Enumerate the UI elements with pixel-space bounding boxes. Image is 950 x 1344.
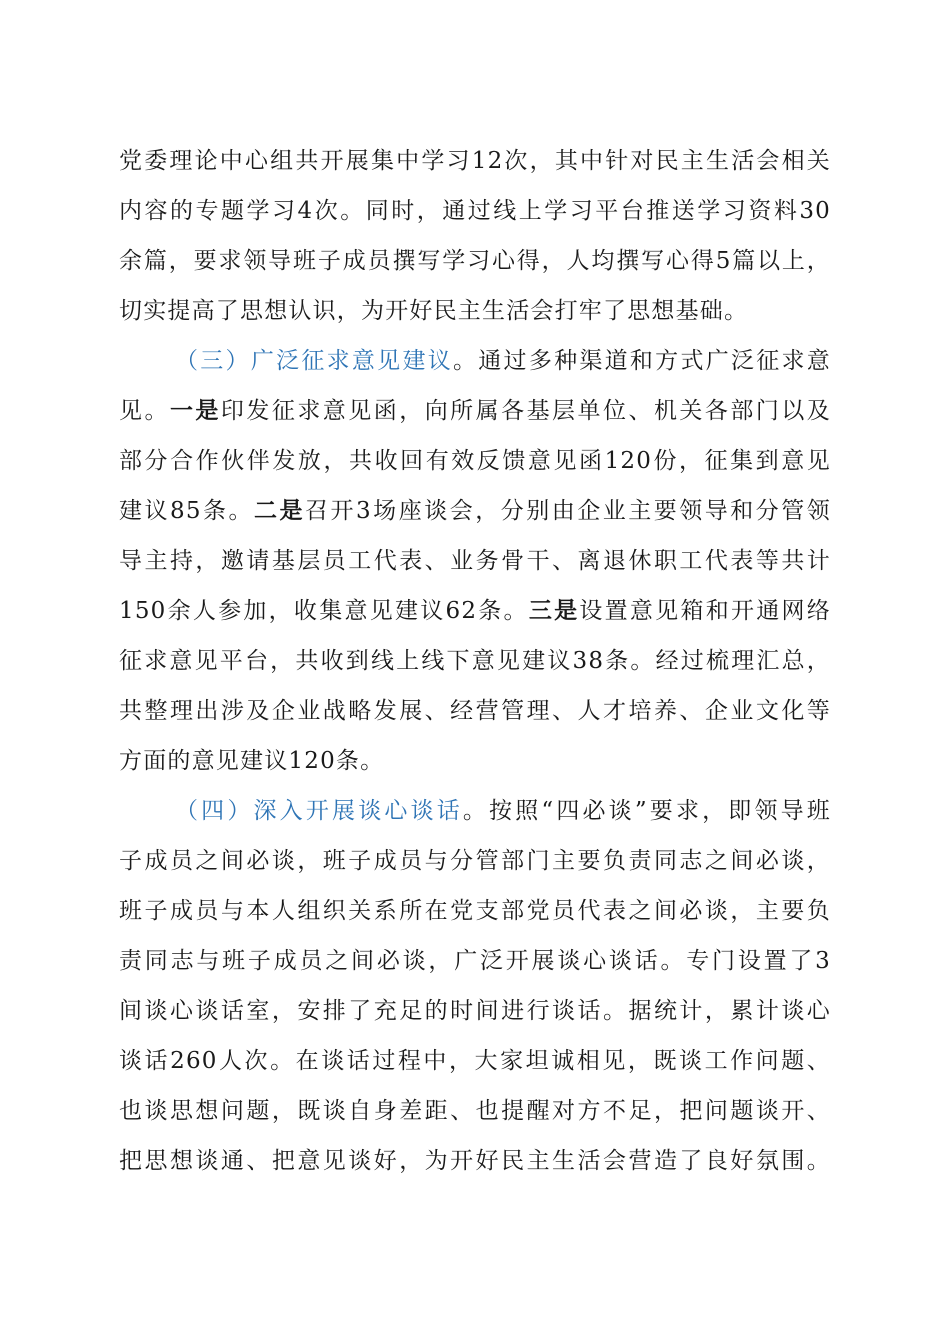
- text-line: [119, 586, 831, 636]
- text-line: [119, 536, 831, 586]
- text-line: [119, 286, 831, 336]
- text-line: [119, 886, 831, 936]
- text-line: [119, 486, 831, 536]
- section-heading: （四）深入开展谈心谈话: [175, 798, 463, 824]
- text-segment: 部分合作伙伴发放，共收回有效反馈意见函120份，征集到意见: [119, 448, 831, 474]
- text-line: [119, 936, 831, 986]
- text-segment: 共整理出涉及企业战略发展、经营管理、人才培养、企业文化等: [119, 698, 831, 724]
- text-segment: 谈话260人次。在谈话过程中，大家坦诚相见，既谈工作问题、: [119, 1048, 831, 1074]
- text-segment: 设置意见箱和开通网络: [579, 598, 831, 624]
- text-segment: 余篇，要求领导班子成员撰写学习心得，人均撰写心得5篇以上，: [119, 248, 831, 274]
- text-segment: 切实提高了思想认识，为开好民主生活会打牢了思想基础。: [119, 298, 749, 324]
- text-line: [119, 386, 831, 436]
- text-segment: 方面的意见建议120条。: [119, 748, 385, 774]
- text-segment: 。按照“四必谈”要求，即领导班: [462, 798, 831, 824]
- text-line: [119, 436, 831, 486]
- text-segment: 导主持，邀请基层员工代表、业务骨干、离退休职工代表等共计: [119, 548, 831, 574]
- text-segment: 党委理论中心组共开展集中学习12次，其中针对民主生活会相关: [119, 148, 831, 174]
- text-line: [119, 1036, 831, 1086]
- text-line: [119, 236, 831, 286]
- text-segment: 召开3场座谈会，分别由企业主要领导和分管领: [305, 498, 831, 524]
- text-line: [119, 786, 831, 836]
- text-line: [119, 686, 831, 736]
- text-segment: 征求意见平台，共收到线上线下意见建议38条。经过梳理汇总，: [119, 648, 831, 674]
- text-line: [119, 336, 831, 386]
- text-line: [119, 736, 831, 786]
- text-line: [119, 986, 831, 1036]
- section-heading: （三）广泛征求意见建议: [175, 348, 453, 374]
- text-segment: 。通过多种渠道和方式广泛征求意: [453, 348, 832, 374]
- bold-marker: 一是: [169, 397, 221, 424]
- text-segment: 建议85条。: [119, 498, 255, 524]
- text-segment: 也谈思想问题，既谈自身差距、也提醒对方不足，把问题谈开、: [119, 1098, 831, 1124]
- text-line: [119, 836, 831, 886]
- text-line: [119, 636, 831, 686]
- bold-marker: 三是: [528, 597, 580, 624]
- text-line: [119, 186, 831, 236]
- text-segment: 班子成员与本人组织关系所在党支部党员代表之间必谈，主要负: [119, 898, 831, 924]
- text-segment: 150余人参加，收集意见建议62条。: [119, 598, 529, 624]
- text-segment: 见。: [119, 398, 170, 424]
- text-segment: 间谈心谈话室，安排了充足的时间进行谈话。据统计，累计谈心: [119, 998, 831, 1024]
- bold-marker: 二是: [254, 497, 306, 524]
- text-segment: 印发征求意见函，向所属各基层单位、机关各部门以及: [220, 398, 831, 424]
- text-line: [119, 136, 831, 186]
- text-segment: 内容的专题学习4次。同时，通过线上学习平台推送学习资料30: [119, 198, 831, 224]
- text-line: [119, 1136, 831, 1186]
- text-segment: 子成员之间必谈，班子成员与分管部门主要负责同志之间必谈，: [119, 848, 831, 874]
- text-segment: 责同志与班子成员之间必谈，广泛开展谈心谈话。专门设置了3: [119, 948, 831, 974]
- text-segment: 把思想谈通、把意见谈好，为开好民主生活会营造了良好氛围。: [119, 1148, 831, 1174]
- text-line: [119, 1086, 831, 1136]
